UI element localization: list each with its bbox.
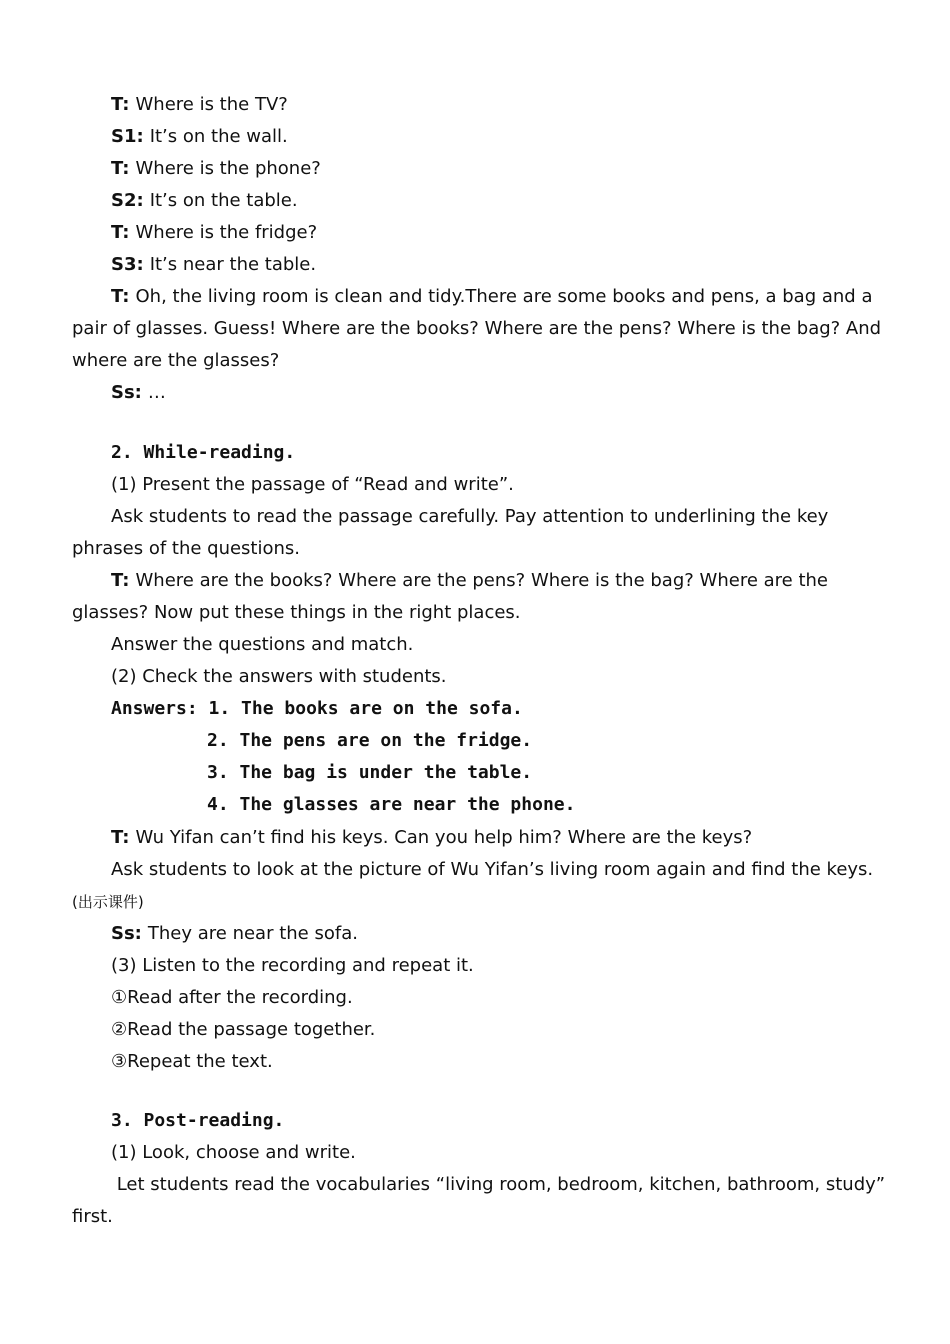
sub-step-text: ③Repeat the text. xyxy=(111,1051,273,1072)
section-heading-post-reading: 3. Post-reading. xyxy=(111,1110,285,1131)
paragraph-line: Ask students to read the passage carefully. Pay attention to underlining the key xyxy=(111,506,829,527)
dialogue-line xyxy=(72,377,878,409)
step-text: (3) Listen to the recording and repeat it. xyxy=(111,955,474,976)
paragraph-line: (出示课件) xyxy=(72,893,144,911)
step-text: (1) Look, choose and write. xyxy=(111,1142,356,1163)
dialogue-text: Where is the TV? xyxy=(135,94,288,115)
answer-item: 4. The glasses are near the phone. xyxy=(207,794,576,815)
dialogue-line xyxy=(72,185,878,217)
dialogue-line xyxy=(72,918,878,950)
answer-item: 1. The books are on the sofa. xyxy=(208,698,523,719)
paragraph-line: Ask students to look at the picture of Wu Yifan’s living room again and find the keys. xyxy=(111,859,874,880)
dialogue-line xyxy=(72,89,878,121)
speaker-label: S1: xyxy=(111,126,144,147)
speaker-label: T: xyxy=(111,222,130,243)
paragraph-text: Where are the books? Where are the pens? Where is the bag? Where are the xyxy=(135,570,828,591)
answers-label: Answers: xyxy=(111,698,198,719)
speaker-label: Ss: xyxy=(111,923,142,944)
paragraph-line: phrases of the questions. xyxy=(72,538,301,559)
dialogue-text: It’s on the wall. xyxy=(149,126,288,147)
speaker-label: T: xyxy=(111,827,130,848)
step-text: (1) Present the passage of “Read and write”. xyxy=(111,474,514,495)
dialogue-text: It’s on the table. xyxy=(149,190,298,211)
speaker-label: T: xyxy=(111,286,130,307)
dialogue-line xyxy=(72,822,878,854)
paragraph-text: Oh, the living room is clean and tidy.There are some books and pens, a bag and a xyxy=(135,286,873,307)
paragraph-line: Let students read the vocabularies “living room, bedroom, kitchen, bathroom, study” xyxy=(111,1174,886,1195)
speaker-label: T: xyxy=(111,570,130,591)
speaker-label: T: xyxy=(111,94,130,115)
dialogue-text: Wu Yifan can’t find his keys. Can you help him? Where are the keys? xyxy=(135,827,753,848)
dialogue-line xyxy=(72,249,878,281)
dialogue-line xyxy=(72,121,878,153)
dialogue-line xyxy=(72,153,878,185)
dialogue-text: Where is the fridge? xyxy=(135,222,318,243)
speaker-label: S3: xyxy=(111,254,144,275)
sub-step-text: ②Read the passage together. xyxy=(111,1019,376,1040)
speaker-label: T: xyxy=(111,158,130,179)
paragraph-line: where are the glasses? xyxy=(72,350,280,371)
dialogue-text: It’s near the table. xyxy=(149,254,317,275)
answer-item: 3. The bag is under the table. xyxy=(207,762,533,783)
answer-item: 2. The pens are on the fridge. xyxy=(207,730,533,751)
answers-line xyxy=(72,693,878,725)
speaker-label: Ss: xyxy=(111,382,142,403)
paragraph-line: glasses? Now put these things in the right places. xyxy=(72,602,521,623)
dialogue-line xyxy=(72,217,878,249)
teacher-paragraph-line xyxy=(72,281,878,313)
section-heading-while-reading: 2. While-reading. xyxy=(111,442,296,463)
paragraph-line: first. xyxy=(72,1206,113,1227)
dialogue-text: Where is the phone? xyxy=(135,158,321,179)
speaker-label: S2: xyxy=(111,190,144,211)
dialogue-text: … xyxy=(147,382,166,403)
dialogue-text: They are near the sofa. xyxy=(147,923,358,944)
paragraph-line: pair of glasses. Guess! Where are the books? Where are the pens? Where is the bag? And xyxy=(72,318,882,339)
instruction-text: Answer the questions and match. xyxy=(111,634,414,655)
teacher-paragraph-line xyxy=(72,565,878,597)
sub-step-text: ①Read after the recording. xyxy=(111,987,353,1008)
step-text: (2) Check the answers with students. xyxy=(111,666,447,687)
